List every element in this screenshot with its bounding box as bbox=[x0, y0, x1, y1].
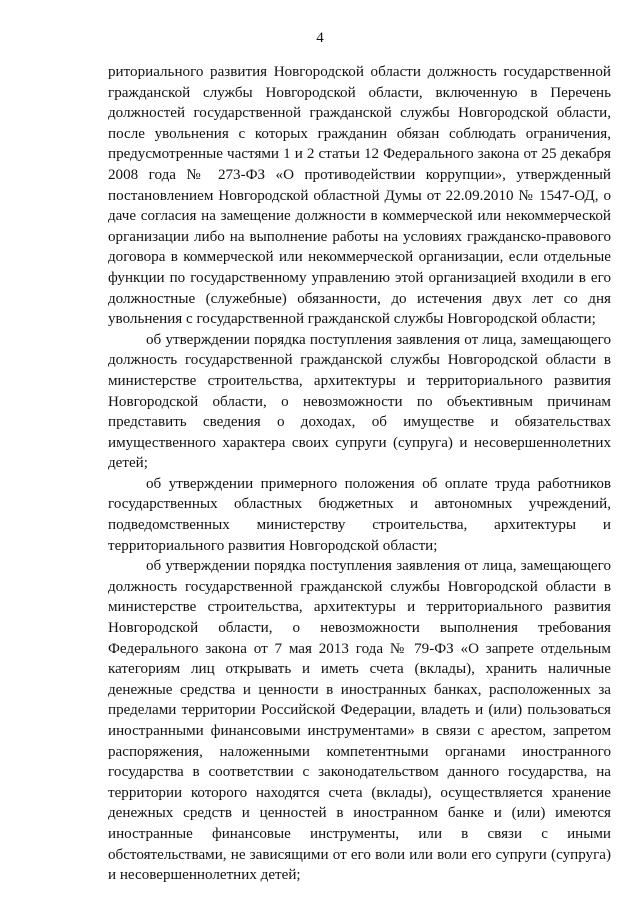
page-number: 4 bbox=[316, 30, 324, 46]
paragraph-income-statement-procedure: об утверждении порядка поступления заявления от лица, замещающего должность государственной гражданской службы Новгородской области в министерстве строительства, архитектуры и территориального развития Новгородской области, о невозможности по объективным причинам представить сведения о доходах, об имуществе и обязательствах имущественного характера своих супруги (супруга) и несовершеннолетних детей; bbox=[108, 331, 611, 472]
body-text bbox=[108, 62, 611, 886]
paragraph-foreign-accounts-procedure: об утверждении порядка поступления заявления от лица, замещающего должность государственной гражданской службы Новгородской области в министерстве строительства, архитектуры и территориального развития Новгородской области, о невозможности выполнения требования Федерального закона от 7 мая 2013 года № 79-ФЗ «О запрете отдельным категориям лиц открывать и иметь счета (вклады), хранить наличные денежные средства и ценности в иностранных банках, расположенных за пределами территории Российской Федерации, владеть и (или) пользоваться иностранными финансовыми инструментами» в связи с арестом, запретом распоряжения, наложенными компетентными органами иностранного государства в соответствии с законодательством данного государства, на территории которого находятся счета (вклады), осуществляется хранение денежных средств и ценностей в иностранном банке и (или) имеются иностранные финансовые инструменты, или в связи с иными обстоятельствами, не зависящими от его воли или воли его супруги (супруга) и несовершеннолетних детей; bbox=[108, 558, 611, 884]
paragraph-continuation: риториального развития Новгородской области должность государственной гражданской службы Новгородской области, включенную в Перечень должностей государственной гражданской службы Новгородской области, после увольнения с которых гражданин обязан соблюдать ограничения, предусмотренные частями 1 и 2 статьи 12 Федерального закона от 25 декабря 2008 года № 273-ФЗ «О противодействии коррупции», утвержденный постановлением Новгородской областной Думы от 22.09.2010 № 1547-ОД, о даче согласия на замещение должности в коммерческой или некоммерческой организации либо на выполнение работы на условиях гражданско-правового договора в коммерческой или некоммерческой организации, если отдельные функции по государственному управлению этой организацией входили в его должностные (служебные) обязанности, до истечения двух лет со дня увольнения с государственной гражданской службы Новгородской области; bbox=[108, 64, 611, 328]
paragraph-wage-regulation: об утверждении примерного положения об оплате труда работников государственных областных бюджетных и автономных учреждений, подведомственных министерству строительства, архитектуры и территориального развития Новгородской области; bbox=[108, 475, 611, 554]
